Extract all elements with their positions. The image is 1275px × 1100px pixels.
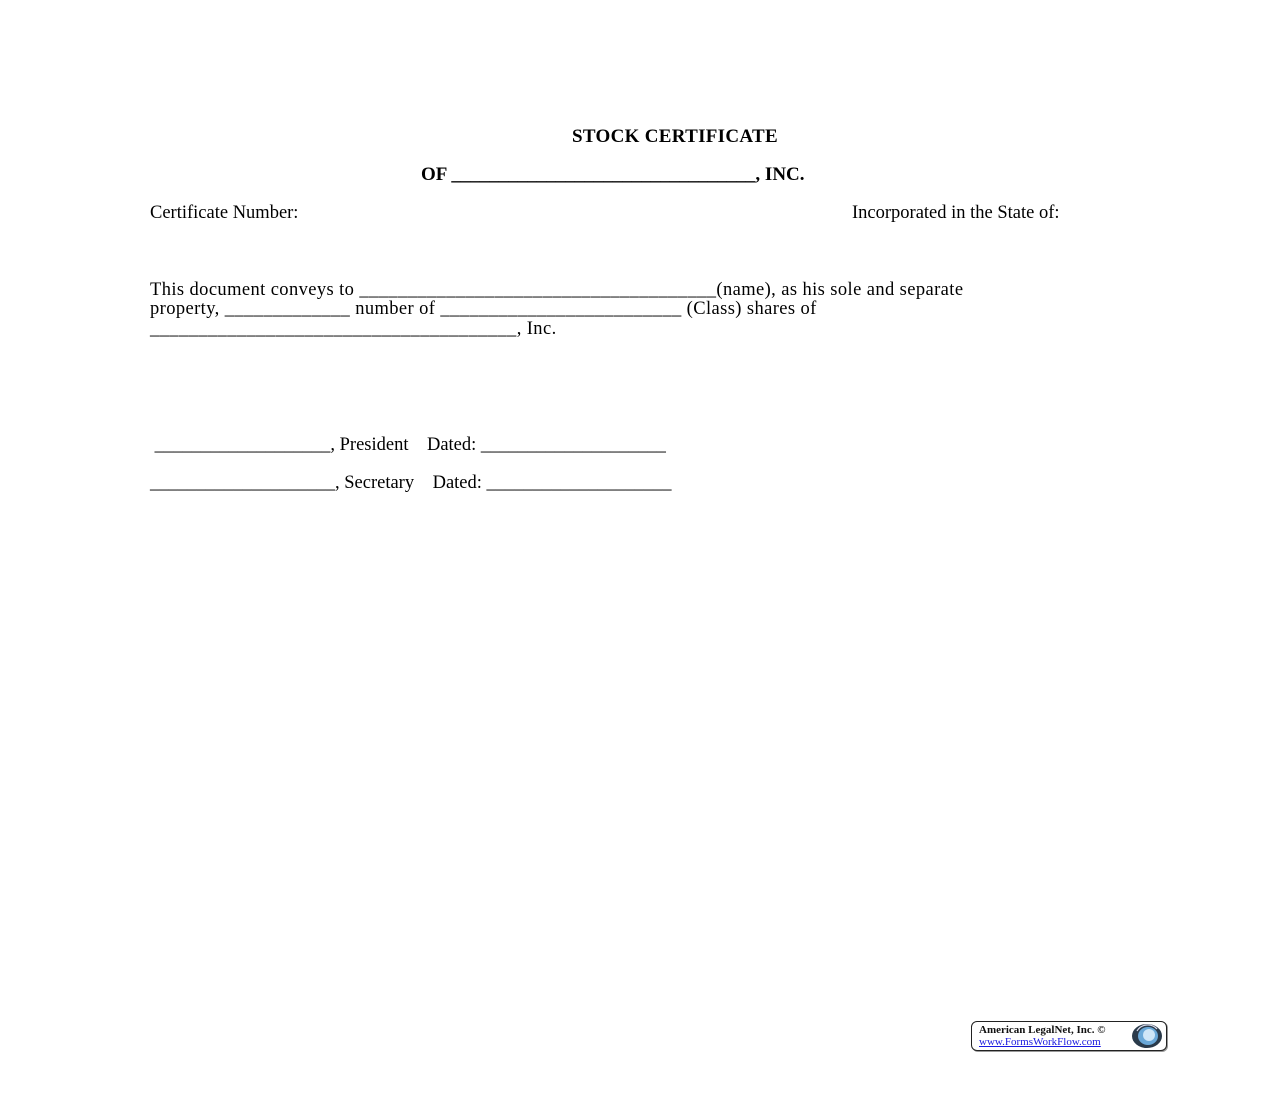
president-signature-line: ___________________, President Dated: ____________________ [150, 435, 666, 455]
company-name-line: OF ________________________________, INC. [421, 164, 805, 185]
conveyance-line-1: This document conveys to _____________________________________(name), as his sole and separate [150, 280, 964, 300]
badge-url-link[interactable]: www.FormsWorkFlow.com [979, 1036, 1101, 1048]
conveyance-line-3: ______________________________________, Inc. [150, 319, 557, 339]
certificate-number-label: Certificate Number: [150, 203, 299, 223]
conveyance-line-2: property, _____________ number of _________________________ (Class) shares of [150, 299, 817, 319]
document-title: STOCK CERTIFICATE [572, 126, 778, 147]
incorporated-state-label: Incorporated in the State of: [852, 203, 1060, 223]
secretary-signature-line: ____________________, Secretary Dated: ____________________ [150, 473, 672, 493]
globe-logo-icon [1129, 1023, 1163, 1049]
footer-badge[interactable] [971, 1021, 1167, 1051]
badge-company-name: American LegalNet, Inc. © [979, 1024, 1106, 1036]
